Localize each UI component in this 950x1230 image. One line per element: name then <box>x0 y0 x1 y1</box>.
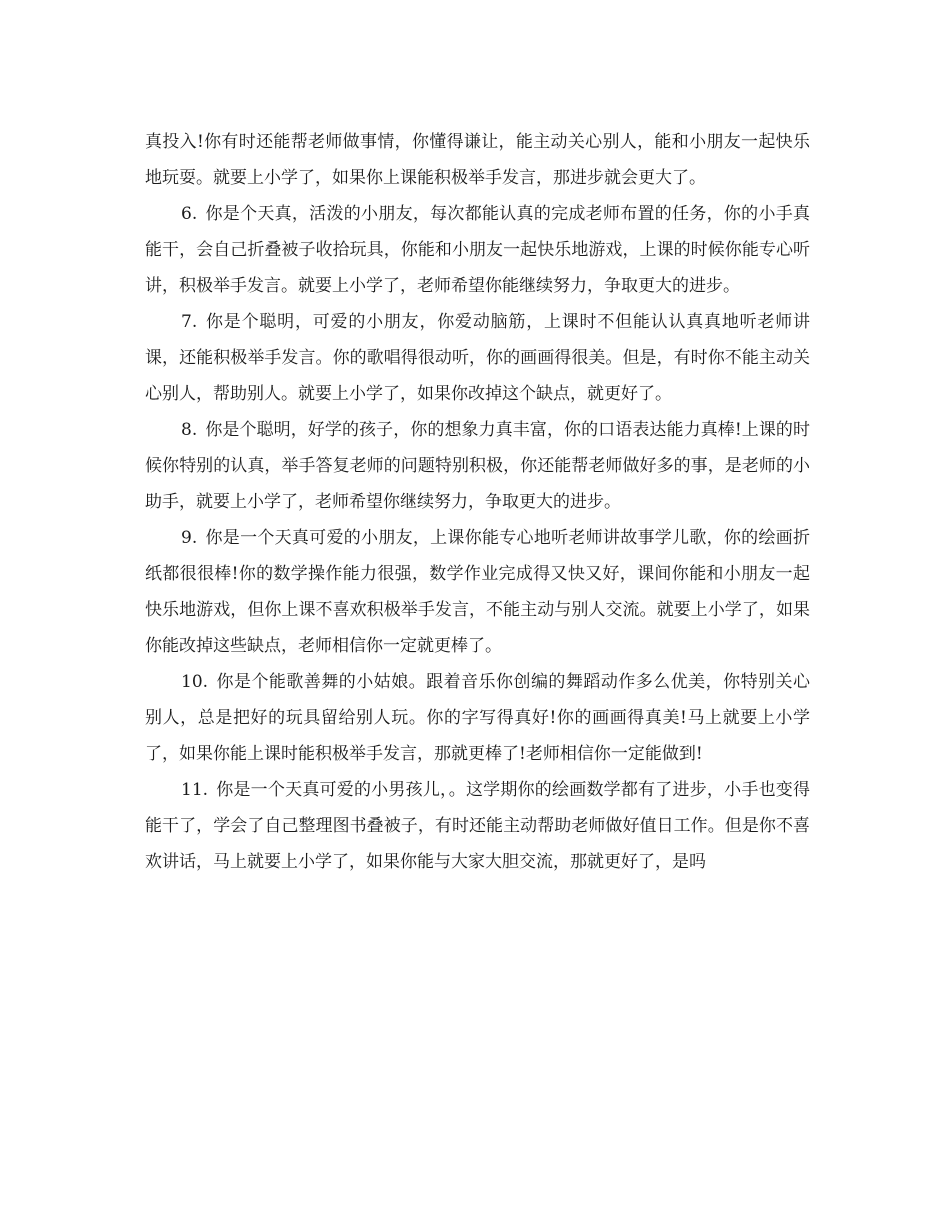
paragraph-continuation <box>145 124 810 196</box>
paragraph-number: 10. <box>181 672 209 692</box>
paragraph-10 <box>145 664 810 772</box>
paragraph-number: 6. <box>181 204 198 224</box>
paragraph-text: 你是一个天真可爱的小朋友，上课你能专心地听老师讲故事学儿歌，你的绘画折纸都很很棒!你的数学操作能力很强，数学作业完成得又快又好，课间你能和小朋友一起快乐地游戏，但你上课不喜欢积极举手发言，不能主动与别人交流。就要上小学了，如果你能改掉这些缺点，老师相信你一定就更棒了。 <box>145 528 810 656</box>
paragraph-text: 你是个天真，活泼的小朋友，每次都能认真的完成老师布置的任务，你的小手真能干，会自己折叠被子收拾玩具，你能和小朋友一起快乐地游戏，上课的时候你能专心听讲，积极举手发言。就要上小学了，老师希望你能继续努力，争取更大的进步。 <box>145 204 810 296</box>
document-body <box>145 124 810 880</box>
paragraph-text: 你是个聪明，好学的孩子，你的想象力真丰富，你的口语表达能力真棒!上课的时候你特别的认真，举手答复老师的问题特别积极，你还能帮老师做好多的事，是老师的小助手，就要上小学了，老师希望你继续努力，争取更大的进步。 <box>145 420 810 512</box>
paragraph-number: 11. <box>181 780 209 800</box>
paragraph-text: 你是个聪明，可爱的小朋友，你爱动脑筋，上课时不但能认认真真地听老师讲课，还能积极举手发言。你的歌唱得很动听，你的画画得很美。但是，有时你不能主动关心别人，帮助别人。就要上小学了，如果你改掉这个缺点，就更好了。 <box>145 312 810 404</box>
paragraph-text: 你是个能歌善舞的小姑娘。跟着音乐你创编的舞蹈动作多么优美，你特别关心别人，总是把好的玩具留给别人玩。你的字写得真好!你的画画得真美!马上就要上小学了，如果你能上课时能积极举手发言，那就更棒了!老师相信你一定能做到! <box>145 672 810 764</box>
paragraph-number: 8. <box>181 420 198 440</box>
paragraph-8 <box>145 412 810 520</box>
paragraph-6 <box>145 196 810 304</box>
paragraph-11 <box>145 772 810 880</box>
paragraph-7 <box>145 304 810 412</box>
paragraph-text: 你是一个天真可爱的小男孩儿，。这学期你的绘画数学都有了进步，小手也变得能干了，学会了自己整理图书叠被子，有时还能主动帮助老师做好值日工作。但是你不喜欢讲话，马上就要上小学了，如果你能与大家大胆交流，那就更好了，是吗 <box>145 780 810 872</box>
paragraph-number: 9. <box>181 528 198 548</box>
paragraph-text: 真投入!你有时还能帮老师做事情，你懂得谦让，能主动关心别人，能和小朋友一起快乐地玩耍。就要上小学了，如果你上课能积极举手发言，那进步就会更大了。 <box>145 132 810 188</box>
paragraph-number: 7. <box>181 312 198 332</box>
paragraph-9 <box>145 520 810 664</box>
